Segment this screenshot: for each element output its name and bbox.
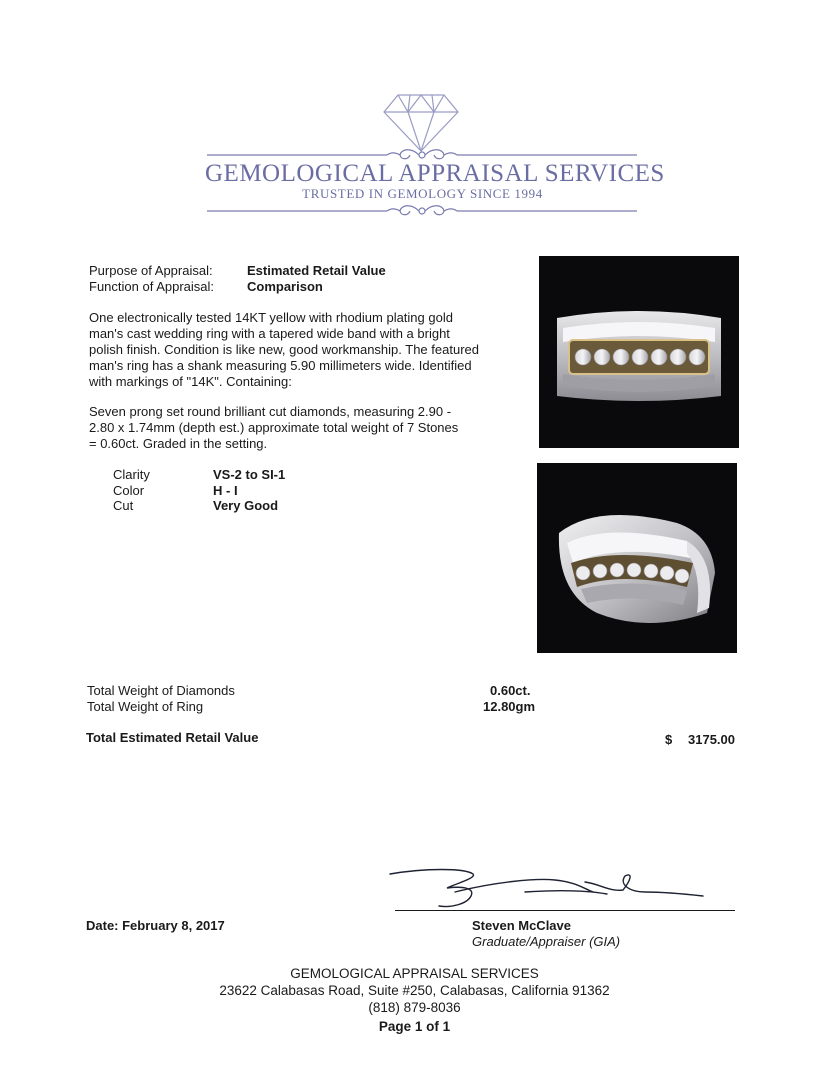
ring-angle-image [537,463,737,653]
logo-title: GEMOLOGICAL APPRAISAL SERVICES [205,160,665,187]
grading-label-cut: Cut [113,498,134,513]
ring-front-image [539,256,739,448]
ring-photo-angle [537,463,737,653]
description-line: polish finish. Condition is like new, good workmanship. The featured [89,342,479,357]
stones-line: = 0.60ct. Graded in the setting. [89,436,268,451]
total-diamonds-value: 0.60ct. [490,683,531,698]
page-number: Page 1 of 1 [378,1019,451,1034]
total-ring-value: 12.80gm [483,699,536,714]
appraiser-name: Steven McClave [472,918,571,933]
description-line: One electronically tested 14KT yellow with rhodium plating gold [89,310,453,325]
total-ring-label: Total Weight of Ring [87,699,204,714]
function-value: Comparison [247,279,323,294]
logo-tagline: TRUSTED IN GEMOLOGY SINCE 1994 [302,186,543,201]
description-line: with markings of "14K". Containing: [89,374,292,389]
description-line: man's ring has a shank measuring 5.90 millimeters wide. Identified [89,358,472,373]
footer-address: 23622 Calabasas Road, Suite #250, Calabasas, California 91362 [219,983,610,998]
grading-label-color: Color [113,483,145,498]
function-label: Function of Appraisal: [89,279,215,294]
total-retail-label: Total Estimated Retail Value [86,730,259,745]
diamond-logo-icon [380,92,462,154]
appraiser-title: Graduate/Appraiser (GIA) [472,934,621,949]
total-retail-value: 3175.00 [688,732,735,747]
grading-label-clarity: Clarity [113,467,150,482]
grading-value-color: H - I [213,483,238,498]
purpose-label: Purpose of Appraisal: [89,263,213,278]
currency-symbol: $ [665,732,673,747]
grading-value-cut: Very Good [213,498,279,513]
signature-image [385,862,715,914]
footer-phone: (818) 879-8036 [368,1000,461,1015]
bottom-ornament-line [207,203,637,219]
signature-line [395,910,735,911]
stones-line: Seven prong set round brilliant cut diamonds, measuring 2.90 - [89,404,452,419]
purpose-value: Estimated Retail Value [247,263,386,278]
grading-value-clarity: VS-2 to SI-1 [213,467,286,482]
ring-photo-front [539,256,739,448]
stones-paragraph [89,404,509,452]
stones-line: 2.80 x 1.74mm (depth est.) approximate total weight of 7 Stones [89,420,459,435]
date-text: Date: February 8, 2017 [86,918,225,933]
total-diamonds-label: Total Weight of Diamonds [87,683,235,698]
description-paragraph [89,310,509,390]
description-line: man's cast wedding ring with a tapered wide band with a bright [89,326,450,341]
footer-company: GEMOLOGICAL APPRAISAL SERVICES [290,966,539,981]
